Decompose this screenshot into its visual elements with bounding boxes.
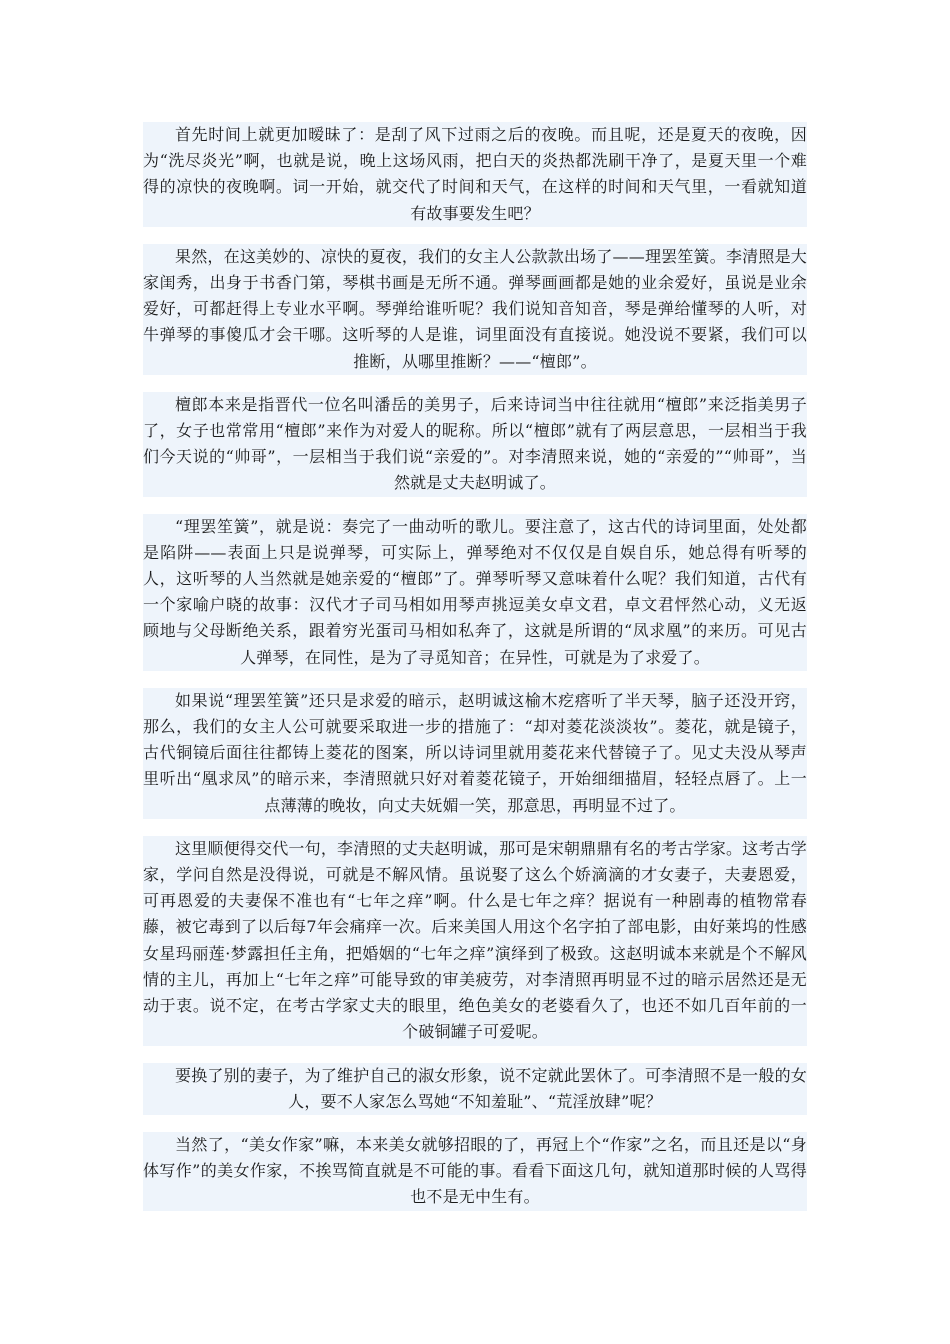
paragraph-4: “理罢笙簧”，就是说：奏完了一曲动听的歌儿。要注意了，这古代的诗词里面，处处都是陷阱——表面上只是说弹琴，可实际上，弹琴绝对不仅仅是自娱自乐，她总得有听琴的人，这听琴的人当然就是她亲爱的“檀郎”了。弹琴听琴又意味着什么呢？我们知道，古代有一个家喻户晓的故事：汉代才子司马相如用琴声挑逗美女卓文君，卓文君怦然心动，义无返顾地与父母断绝关系，跟着穷光蛋司马相如私奔了，这就是所谓的“凤求凰”的来历。可见古人弹琴，在同性，是为了寻觅知音；在异性，可就是为了求爱了。	[143, 514, 807, 671]
paragraph-8: 当然了，“美女作家”嘛，本来美女就够招眼的了，再冠上个“作家”之名，而且还是以“身体写作”的美女作家，不挨骂简直就是不可能的事。看看下面这几句，就知道那时候的人骂得也不是无中生有。	[143, 1132, 807, 1211]
paragraph-6: 这里顺便得交代一句，李清照的丈夫赵明诚，那可是宋朝鼎鼎有名的考古学家。这考古学家，学问自然是没得说，可就是不解风情。虽说娶了这么个娇滴滴的才女妻子，夫妻恩爱，可再恩爱的夫妻保不准也有“七年之痒”啊。什么是七年之痒？据说有一种剧毒的植物常春藤，被它毒到了以后每7年会痛痒一次。后来美国人用这个名字拍了部电影，由好莱坞的性感女星玛丽莲·梦露担任主角，把婚姻的“七年之痒”演绎到了极致。这赵明诚本来就是个不解风情的主儿，再加上“七年之痒”可能导致的审美疲劳，对李清照再明显不过的暗示居然还是无动于衷。说不定，在考古学家丈夫的眼里，绝色美女的老婆看久了，也还不如几百年前的一个破铜罐子可爱呢。	[143, 836, 807, 1046]
document-body	[143, 122, 807, 1211]
paragraph-2: 果然，在这美妙的、凉快的夏夜，我们的女主人公款款出场了——理罢笙簧。李清照是大家闺秀，出身于书香门第，琴棋书画是无所不通。弹琴画画都是她的业余爱好，虽说是业余爱好，可都赶得上专业水平啊。琴弹给谁听呢？我们说知音知音，琴是弹给懂琴的人听，对牛弹琴的事傻瓜才会干哪。这听琴的人是谁，词里面没有直接说。她没说不要紧，我们可以推断，从哪里推断？——“檀郎”。	[143, 244, 807, 375]
paragraph-5: 如果说“理罢笙簧”还只是求爱的暗示，赵明诚这榆木疙瘩听了半天琴，脑子还没开窍，那么，我们的女主人公可就要采取进一步的措施了：“却对菱花淡淡妆”。菱花，就是镜子，古代铜镜后面往往都铸上菱花的图案，所以诗词里就用菱花来代替镜子了。见丈夫没从琴声里听出“凰求凤”的暗示来，李清照就只好对着菱花镜子，开始细细描眉，轻轻点唇了。上一点薄薄的晚妆，向丈夫妩媚一笑，那意思，再明显不过了。	[143, 688, 807, 819]
paragraph-3: 檀郎本来是指晋代一位名叫潘岳的美男子，后来诗词当中往往就用“檀郎”来泛指美男子了，女子也常常用“檀郎”来作为对爱人的昵称。所以“檀郎”就有了两层意思，一层相当于我们今天说的“帅哥”，一层相当于我们说“亲爱的”。对李清照来说，她的“亲爱的”“帅哥”，当然就是丈夫赵明诚了。	[143, 392, 807, 497]
paragraph-7: 要换了别的妻子，为了维护自己的淑女形象，说不定就此罢休了。可李清照不是一般的女人，要不人家怎么骂她“不知羞耻”、“荒淫放肆”呢？	[143, 1063, 807, 1115]
paragraph-1: 首先时间上就更加暧昧了：是刮了风下过雨之后的夜晚。而且呢，还是夏天的夜晚，因为“洗尽炎光”啊，也就是说，晚上这场风雨，把白天的炎热都洗刷干净了，是夏天里一个难得的凉快的夜晚啊。词一开始，就交代了时间和天气，在这样的时间和天气里，一看就知道有故事要发生吧？	[143, 122, 807, 227]
